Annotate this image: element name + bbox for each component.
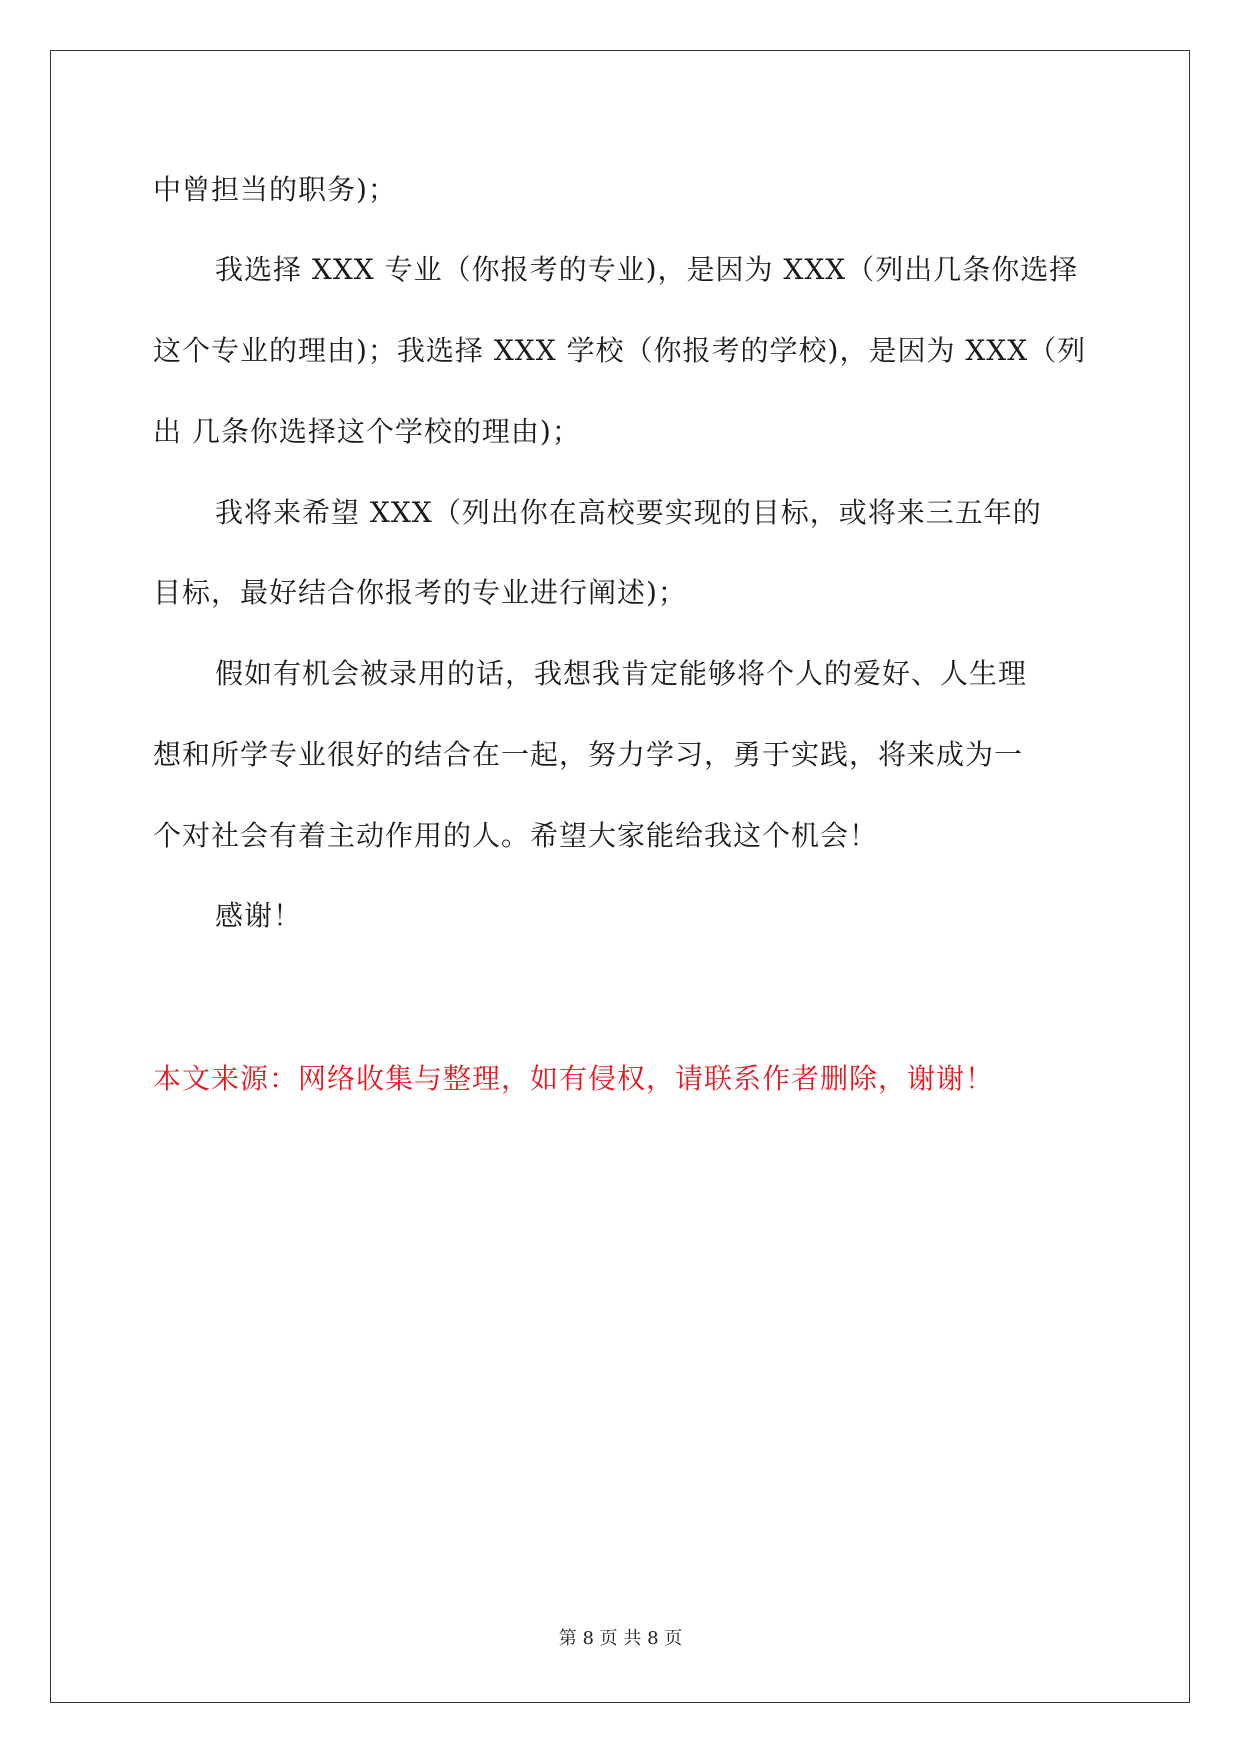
page-border [50,50,1190,1703]
body-line-8: 想和所学专业很好的结合在一起，努力学习，勇于实践，将来成为一 [153,738,1024,771]
body-line-6: 目标，最好结合你报考的专业进行阐述)； [153,576,687,609]
source-note: 本文来源：网络收集与整理，如有侵权，请联系作者删除，谢谢！ [153,1062,995,1095]
body-line-1: 中曾担当的职务)； [153,173,397,206]
body-line-5: 我将来希望 XXX（列出你在高校要实现的目标，或将来三五年的 [215,496,1042,529]
body-line-7: 假如有机会被录用的话，我想我肯定能够将个人的爱好、人生理 [215,657,1028,690]
body-line-4: 出 几条你选择这个学校的理由)； [153,415,581,448]
body-line-thanks: 感谢！ [215,899,303,932]
page-footer: 第 8 页 共 8 页 [558,1628,683,1649]
body-line-3: 这个专业的理由)；我选择 XXX 学校（你报考的学校)，是因为 XXX（列 [153,334,1087,367]
body-line-9: 个对社会有着主动作用的人。希望大家能给我这个机会！ [153,819,879,852]
body-line-2: 我选择 XXX 专业（你报考的专业)，是因为 XXX（列出几条你选择 [215,253,1079,286]
